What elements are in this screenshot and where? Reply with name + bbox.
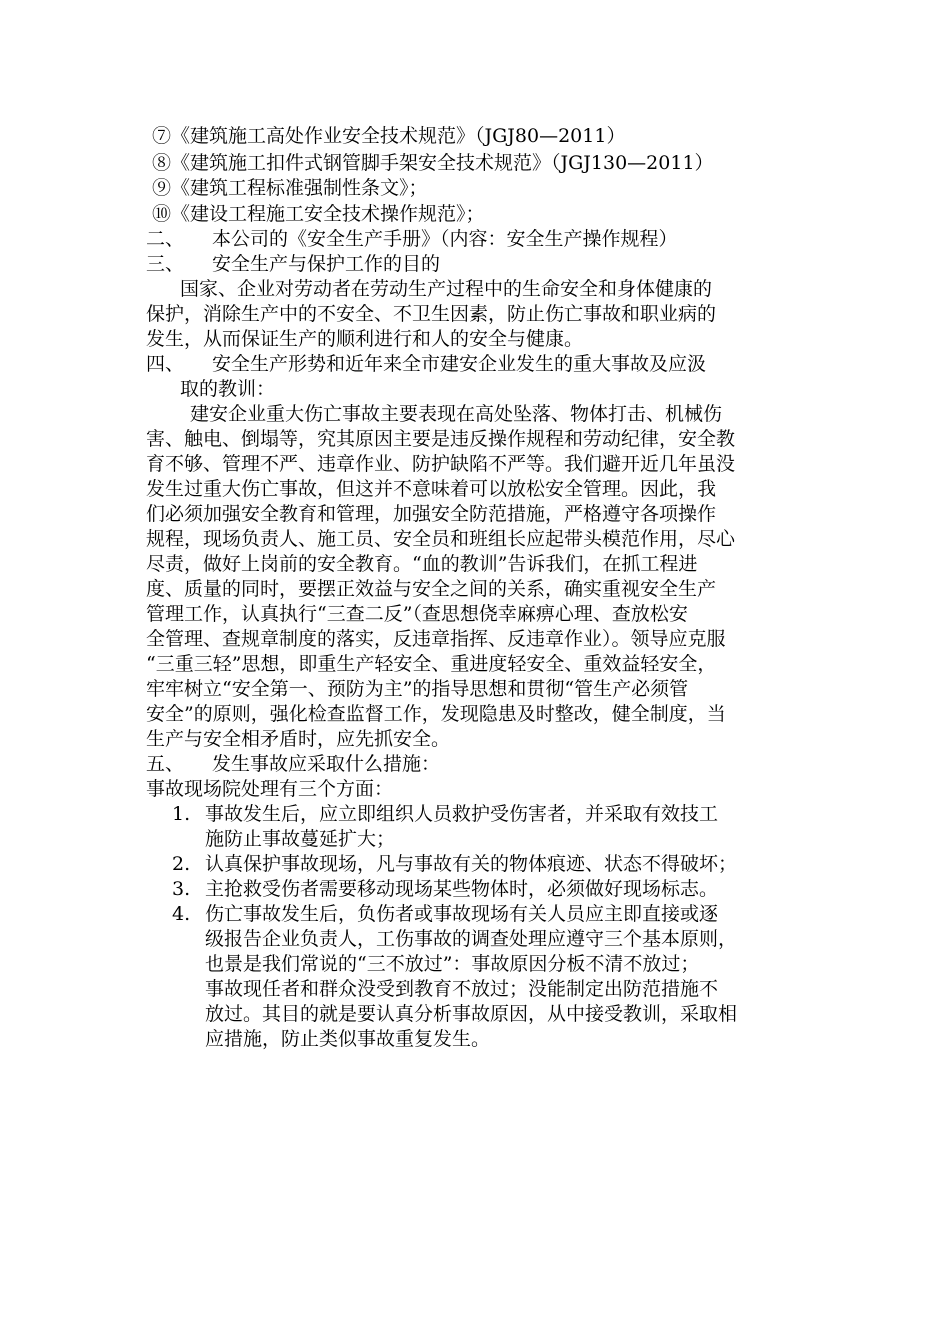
paragraph-line: 保护，消除生产中的不安全、不卫生因素，防止伤亡事故和职业病的 <box>146 303 717 325</box>
paragraph-line: 安全”的原则，强化检查监督工作，发现隐患及时整改，健全制度，当 <box>146 703 726 725</box>
paragraph-line: “三重三轻”思想，即重生产轻安全、重进度轻安全、重效益轻安全， <box>146 653 717 675</box>
section-heading <box>146 352 706 377</box>
list-item-line: 施防止事故蔓延扩大； <box>205 828 396 850</box>
reference-item: ⑦《建筑施工高处作业安全技术规范》（JGJ80—2011） <box>152 125 626 147</box>
list-item-line: 事故发生后，应立即组织人员救护受伤害者，并采取有效技工 <box>205 803 719 825</box>
list-number: 4. <box>172 903 191 925</box>
section-title: 本公司的《安全生产手册》（内容：安全生产操作规程） <box>212 228 678 250</box>
list-item-line: 放过。其目的就是要认真分析事故原因，从中接受教训，采取相 <box>205 1003 738 1025</box>
reference-item: ⑩《建设工程施工安全技术操作规范》； <box>152 203 485 225</box>
paragraph-line: 建安企业重大伤亡事故主要表现在高处坠落、物体打击、机械伤 <box>190 403 723 425</box>
section-title: 安全生产与保护工作的目的 <box>212 253 441 275</box>
paragraph-line: 管理工作，认真执行“三查二反”（查思想侥幸麻痹心理、查放松安 <box>146 603 688 625</box>
paragraph-line: 规程，现场负责人、施工员、安全员和班组长应起带头模范作用，尽心 <box>146 528 736 550</box>
list-item-line: 事故现任者和群众没受到教育不放过；没能制定出防范措施不 <box>205 978 719 1000</box>
paragraph-line: 牢牢树立“安全第一、预防为主”的指导思想和贯彻“管生产必须管 <box>146 678 689 700</box>
section-title: 安全生产形势和近年来全市建安企业发生的重大事故及应汲 <box>212 353 707 375</box>
list-item-line: 认真保护事故现场，凡与事故有关的物体痕迹、状态不得破坏； <box>205 853 738 875</box>
paragraph-line: 度、质量的同时，要摆正效益与安全之间的关系，确实重视安全生产 <box>146 578 717 600</box>
section-heading <box>146 752 440 777</box>
paragraph-line: 害、触电、倒塌等，究其原因主要是违反操作规程和劳动纪律，安全教 <box>146 428 736 450</box>
section-number: 五、 <box>146 753 185 775</box>
section-title: 发生事故应采取什么措施： <box>212 753 441 775</box>
section-heading <box>146 252 440 277</box>
paragraph-line: 生产与安全相矛盾时，应先抓安全。 <box>146 728 451 750</box>
list-number: 3. <box>172 878 191 900</box>
section-heading <box>146 227 678 252</box>
paragraph-line: 事故现场院处理有三个方面： <box>146 778 394 800</box>
list-item-line: 级报告企业负责人，工伤事故的调查处理应遵守三个基本原则， <box>205 928 738 950</box>
paragraph-line: 全管理、查规章制度的落实，反违章指挥、反违章作业）。领导应克服 <box>146 628 726 650</box>
list-item-line: 伤亡事故发生后，负伤者或事故现场有关人员应主即直接或逐 <box>205 903 719 925</box>
paragraph-line: 发生，从而保证生产的顺利进行和人的安全与健康。 <box>146 328 584 350</box>
reference-item: ⑨《建筑工程标准强制性条文》； <box>152 177 428 199</box>
paragraph-line: 尽责，做好上岗前的安全教育。“血的教训”告诉我们，在抓工程进 <box>146 553 698 575</box>
paragraph-line: 育不够、管理不严、违章作业、防护缺陷不严等。我们避开近几年虽没 <box>146 453 736 475</box>
list-item-line: 应措施，防止类似事故重复发生。 <box>205 1028 491 1050</box>
paragraph-line: 国家、企业对劳动者在劳动生产过程中的生命安全和身体健康的 <box>180 278 713 300</box>
section-number: 四、 <box>146 353 185 375</box>
section-title-continued: 取的教训： <box>180 378 276 400</box>
section-number: 二、 <box>146 228 185 250</box>
paragraph-line: 们必须加强安全教育和管理，加强安全防范措施，严格遵守各项操作 <box>146 503 717 525</box>
section-number: 三、 <box>146 253 185 275</box>
reference-item: ⑧《建筑施工扣件式钢管脚手架安全技术规范》（JGJ130—2011） <box>152 152 714 174</box>
list-number: 1. <box>172 803 191 825</box>
paragraph-line: 发生过重大伤亡事故，但这并不意味着可以放松安全管理。因此，我 <box>146 478 717 500</box>
list-item-line: 主抢救受伤者需要移动现场某些物体时，必须做好现场标志。 <box>205 878 719 900</box>
list-item-line: 也景是我们常说的“三不放过”：事故原因分板不清不放过； <box>205 953 700 975</box>
list-number: 2. <box>172 853 191 875</box>
